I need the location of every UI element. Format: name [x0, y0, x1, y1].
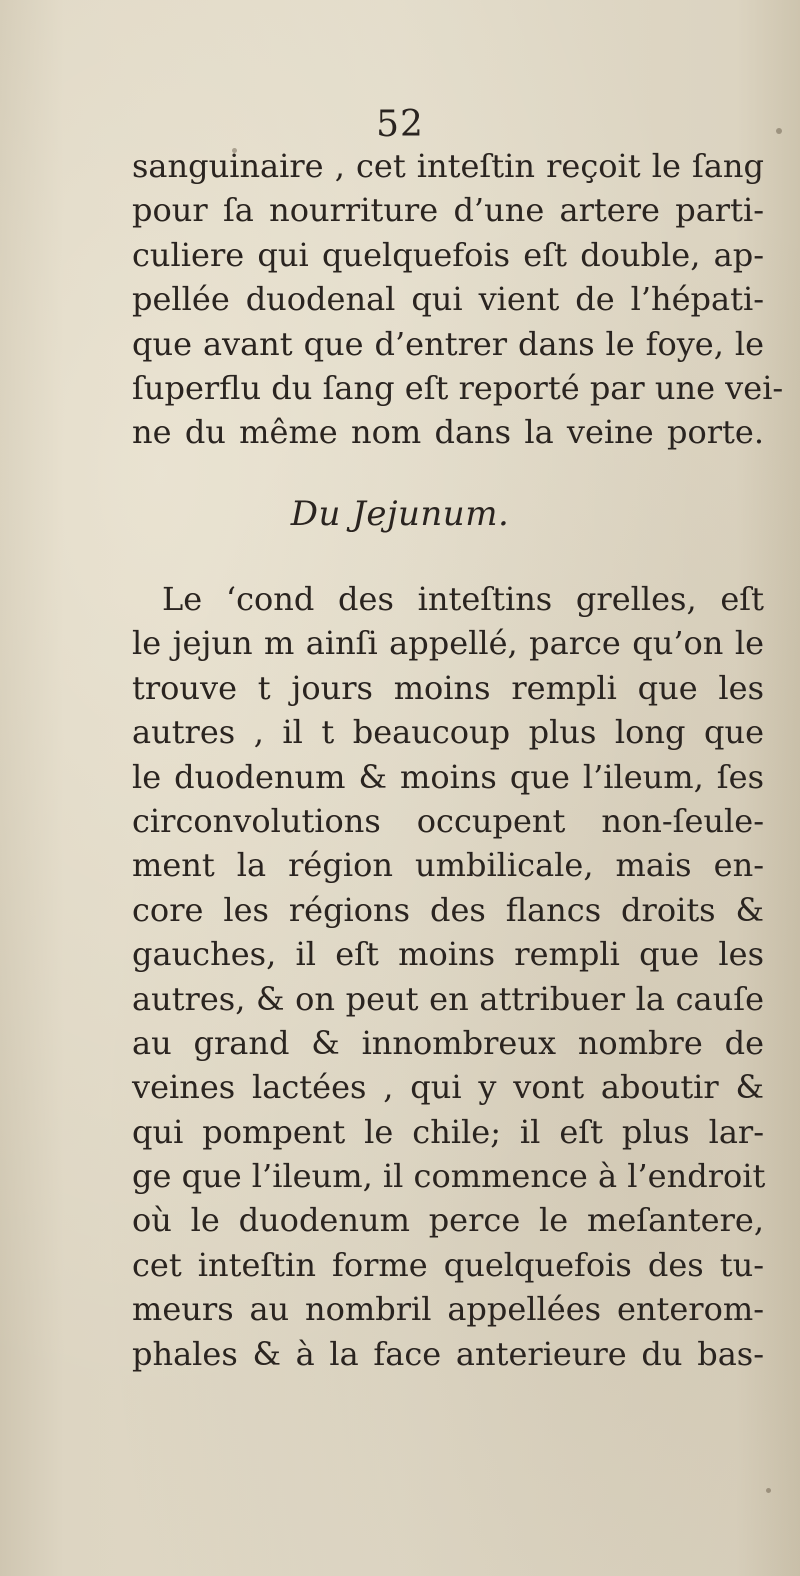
text-line: qui pompent le chile; il eſt plus lar-: [132, 1112, 764, 1151]
text-line: meurs au nombril appellées enterom-: [132, 1290, 764, 1329]
text-line: autres, & on peut en attribuer la cauſe: [132, 979, 764, 1018]
text-line: trouve t jours moins rempli que les: [132, 668, 764, 707]
text-line: gauches, il eſt moins rempli que les: [132, 935, 764, 974]
text-line: cet inteſtin forme quelquefois des tu-: [132, 1245, 764, 1284]
text-line: pour ſa nourriture d’une artere parti-: [132, 191, 764, 230]
text-line: ment la région umbilicale, mais en-: [132, 846, 764, 885]
text-line: que avant que d’entrer dans le foye, le: [132, 324, 764, 363]
text-line: ge que l’ileum, il commence à l’endroit: [132, 1157, 766, 1196]
paragraph-2: [132, 577, 764, 1376]
text-line: ne du même nom dans la veine porte.: [132, 413, 764, 452]
text-line: veines lactées , qui y vont aboutir &: [132, 1068, 764, 1107]
text-line: le duodenum & moins que l’ileum, ſes: [132, 757, 764, 796]
text-line: le jejun m ainſi appellé, parce qu’on le: [132, 624, 764, 663]
text-line: au grand & innombreux nombre de: [132, 1023, 764, 1062]
page-number: 52: [376, 104, 424, 145]
text-line: core les régions des flancs droits &: [132, 890, 764, 929]
text-line: ſuperflu du ſang eſt reporté par une vei-: [132, 368, 784, 407]
text-line: sanguinaire , cet inteſtin reçoit le ſang: [132, 147, 764, 185]
text-line: pellée duodenal qui vient de l’hépati-: [132, 280, 764, 319]
text-line: circonvolutions occupent non-ſeule-: [132, 801, 764, 840]
text-line: phales & à la face anterieure du bas-: [132, 1334, 764, 1373]
paragraph-1: [132, 144, 784, 455]
text-line: culiere qui quelquefois eſt double, ap-: [132, 235, 764, 274]
text-line: autres , il t beaucoup plus long que: [132, 713, 764, 752]
text-line: où le duodenum perce le meſantere,: [132, 1201, 764, 1240]
ink-spot: [766, 1488, 771, 1493]
text-line: Le ‘cond des inteſtins grelles, eſt: [162, 580, 764, 618]
section-heading: Du Jejunum.: [290, 494, 510, 534]
